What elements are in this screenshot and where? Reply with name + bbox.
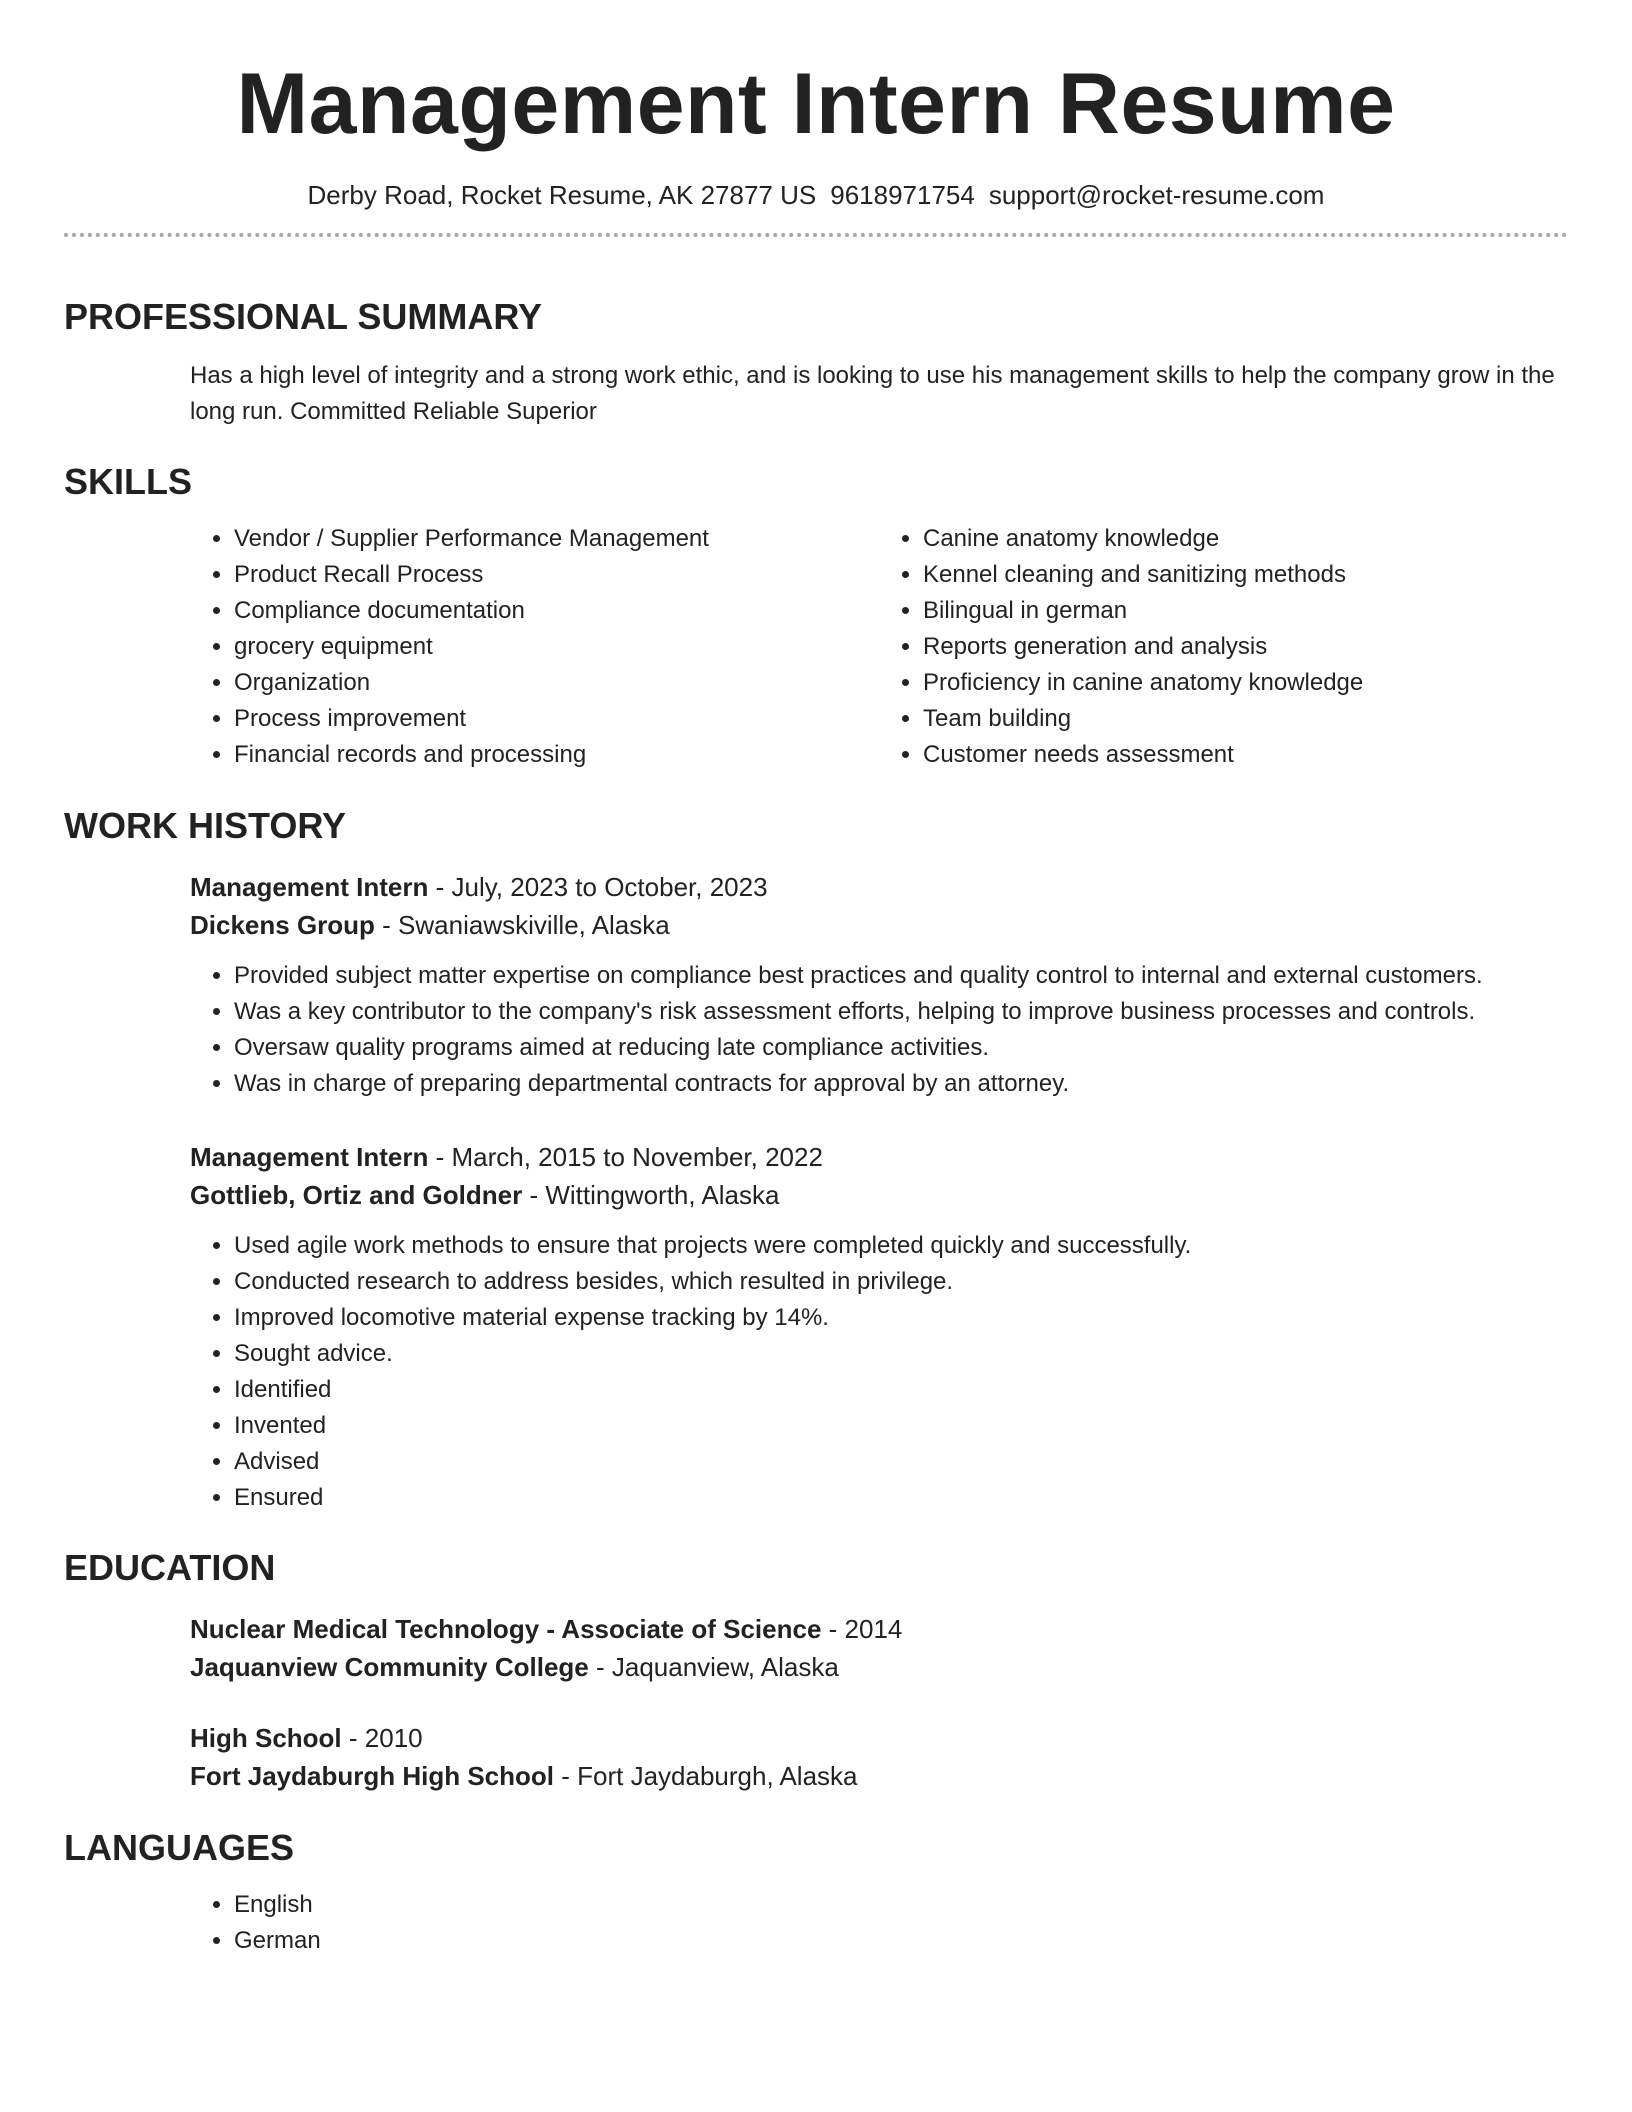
job-bullet: • Conducted research to address besides, which resulted in privilege. xyxy=(234,1264,1568,1300)
education-degree: Nuclear Medical Technology - Associate of Science xyxy=(190,1614,822,1644)
skill-item: • grocery equipment xyxy=(234,629,879,665)
skill-item: • Vendor / Supplier Performance Management xyxy=(234,521,879,557)
education-location: - Fort Jaydaburgh, Alaska xyxy=(554,1761,858,1791)
education-entry xyxy=(64,1610,1568,1686)
job-title-line xyxy=(190,1138,1568,1176)
job-bullet: • Ensured xyxy=(234,1480,1568,1516)
education-section xyxy=(64,1546,1568,1590)
job-bullet: • Provided subject matter expertise on compliance best practices and quality control to internal and external customers. xyxy=(234,958,1568,994)
header-divider xyxy=(64,233,1568,237)
skills-section xyxy=(64,460,1568,773)
education-degree: High School xyxy=(190,1723,342,1753)
education-entry xyxy=(64,1719,1568,1795)
summary-section xyxy=(64,295,1568,430)
job-bullet: • Oversaw quality programs aimed at reducing late compliance activities. xyxy=(234,1030,1568,1066)
skill-item: • Organization xyxy=(234,665,879,701)
job-bullet: • Sought advice. xyxy=(234,1336,1568,1372)
job-company-line xyxy=(190,906,1568,944)
job-bullets xyxy=(190,958,1568,1102)
resume-title: Management Intern Resume xyxy=(236,56,1396,152)
summary-text: Has a high level of integrity and a strong work ethic, and is looking to use his management skills to help the company grow in the long run. Committed Reliable Superior xyxy=(190,362,1555,425)
education-school: Jaquanview Community College xyxy=(190,1652,589,1682)
skill-item: • Financial records and processing xyxy=(234,737,879,773)
skill-item: • Compliance documentation xyxy=(234,593,879,629)
job-bullet: • Was in charge of preparing departmental contracts for approval by an attorney. xyxy=(234,1066,1568,1102)
contact-line xyxy=(64,178,1568,212)
job-company-line xyxy=(190,1176,1568,1214)
work-heading: WORK HISTORY xyxy=(64,805,347,846)
skills-list-right xyxy=(879,521,1568,773)
education-location: - Jaquanview, Alaska xyxy=(588,1652,839,1682)
job-dates: - July, 2023 to October, 2023 xyxy=(428,872,768,902)
education-school: Fort Jaydaburgh High School xyxy=(190,1761,555,1791)
education-school-line xyxy=(190,1648,1568,1686)
skill-item: • Proficiency in canine anatomy knowledge xyxy=(923,665,1568,701)
contact-address: Derby Road, Rocket Resume, AK 27877 US xyxy=(307,180,817,210)
job-entry xyxy=(64,868,1568,1102)
job-bullet: • Was a key contributor to the company's risk assessment efforts, helping to improve business processes and controls. xyxy=(234,994,1568,1030)
education-school-line xyxy=(190,1757,1568,1795)
resume-page xyxy=(64,0,1568,1954)
contact-email: support@rocket-resume.com xyxy=(988,180,1325,210)
education-year: - 2010 xyxy=(341,1723,423,1753)
summary-heading: PROFESSIONAL SUMMARY xyxy=(64,296,543,337)
job-entry xyxy=(64,1138,1568,1516)
skills-heading: SKILLS xyxy=(64,461,193,502)
language-item: • German xyxy=(234,1923,1568,1959)
job-title: Management Intern xyxy=(190,872,429,902)
skill-item: • Reports generation and analysis xyxy=(923,629,1568,665)
job-dates: - March, 2015 to November, 2022 xyxy=(428,1142,823,1172)
skills-list-left xyxy=(190,521,879,773)
skill-item: • Product Recall Process xyxy=(234,557,879,593)
job-company: Gottlieb, Ortiz and Goldner xyxy=(190,1180,523,1210)
job-title-line xyxy=(190,868,1568,906)
job-bullet: • Used agile work methods to ensure that projects were completed quickly and successfully. xyxy=(234,1228,1568,1264)
languages-list xyxy=(190,1887,1568,1959)
skill-item: • Process improvement xyxy=(234,701,879,737)
education-degree-line xyxy=(190,1719,1568,1757)
education-year: - 2014 xyxy=(821,1614,903,1644)
contact-phone: 9618971754 xyxy=(830,180,975,210)
job-bullet: • Improved locomotive material expense tracking by 14%. xyxy=(234,1300,1568,1336)
skill-item: • Kennel cleaning and sanitizing methods xyxy=(923,557,1568,593)
education-heading: EDUCATION xyxy=(64,1547,276,1588)
job-bullet: • Invented xyxy=(234,1408,1568,1444)
work-section xyxy=(64,804,1568,848)
languages-heading: LANGUAGES xyxy=(64,1827,295,1868)
skill-item: • Team building xyxy=(923,701,1568,737)
skill-item: • Bilingual in german xyxy=(923,593,1568,629)
job-bullets xyxy=(190,1228,1568,1516)
education-degree-line xyxy=(190,1610,1568,1648)
job-company: Dickens Group xyxy=(190,910,375,940)
job-bullet: • Identified xyxy=(234,1372,1568,1408)
job-location: - Swaniawskiville, Alaska xyxy=(374,910,670,940)
language-item: • English xyxy=(234,1887,1568,1923)
job-bullet: • Advised xyxy=(234,1444,1568,1480)
skill-item: • Canine anatomy knowledge xyxy=(923,521,1568,557)
skill-item: • Customer needs assessment xyxy=(923,737,1568,773)
job-location: - Wittingworth, Alaska xyxy=(522,1180,780,1210)
job-title: Management Intern xyxy=(190,1142,429,1172)
languages-section xyxy=(64,1826,1568,1959)
